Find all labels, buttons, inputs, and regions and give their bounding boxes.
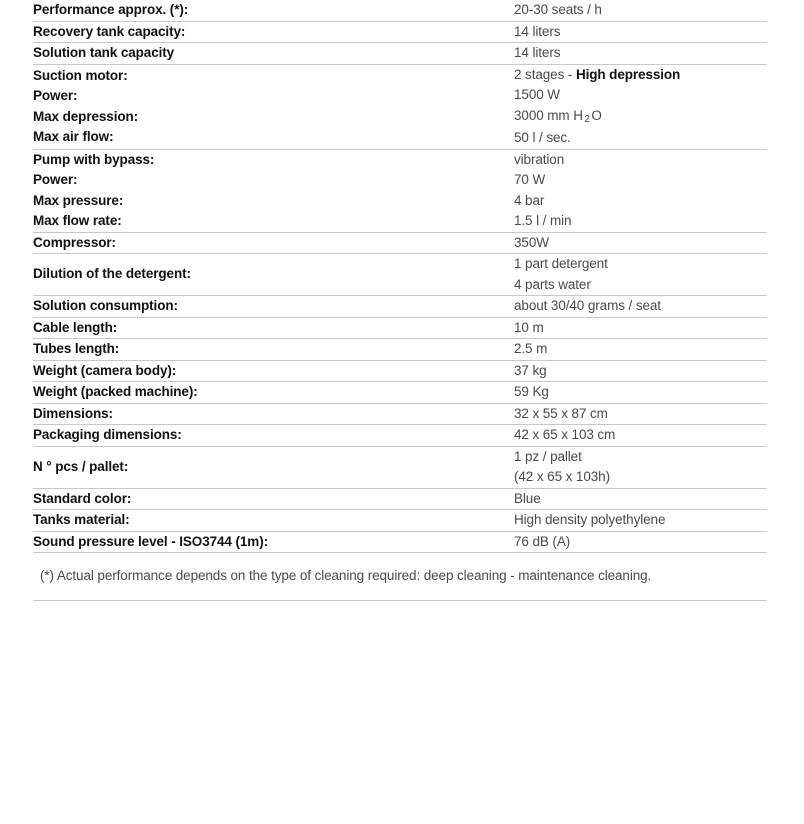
spec-value <box>514 510 767 531</box>
spec-value-text: 76 dB (A) <box>514 533 571 549</box>
spec-label: N ° pcs / pallet: <box>33 458 129 474</box>
spec-value-cell <box>514 232 767 254</box>
spec-value-cell <box>514 296 767 318</box>
spec-value-subscript: 2 <box>584 113 590 125</box>
table-row <box>33 0 767 21</box>
spec-value-text: High density polyethylene <box>514 512 666 527</box>
spec-value-cell <box>514 360 767 382</box>
spec-value-text: (42 x 65 x 103h) <box>514 469 610 484</box>
spec-value-cell <box>514 382 767 404</box>
spec-value-cell <box>514 317 767 339</box>
spec-value <box>514 211 767 232</box>
spec-label: Power: <box>33 172 78 187</box>
spec-label-cell <box>33 317 514 339</box>
spec-value-text: 3000 mm H <box>514 107 583 123</box>
spec-value <box>514 85 767 106</box>
spec-label-cell <box>33 21 514 43</box>
spec-label-cell <box>33 64 514 149</box>
table-row <box>33 403 767 425</box>
spec-value-text: 2.5 m <box>514 341 548 356</box>
table-row <box>33 382 767 404</box>
spec-value <box>514 425 767 446</box>
spec-label: Solution tank capacity <box>33 45 175 60</box>
spec-value <box>514 447 767 468</box>
spec-label: Standard color: <box>33 490 132 506</box>
spec-label: Max depression: <box>33 108 139 124</box>
spec-value-text: 42 x 65 x 103 cm <box>514 427 616 442</box>
spec-value-text: 1 part detergent <box>514 256 608 271</box>
spec-label: Power: <box>33 88 78 103</box>
table-row <box>33 21 767 43</box>
spec-value-text: 350W <box>514 234 549 250</box>
spec-value <box>514 318 767 339</box>
spec-value-text: 32 x 55 x 87 cm <box>514 405 608 421</box>
spec-label-cell <box>33 382 514 404</box>
spec-value <box>514 191 767 212</box>
spec-label: Max pressure: <box>33 192 124 208</box>
spec-label: Weight (packed machine): <box>33 384 198 399</box>
spec-value-text: 20-30 seats / h <box>514 2 602 17</box>
spec-label-cell <box>33 296 514 318</box>
spec-value <box>514 532 767 553</box>
spec-value <box>514 65 767 86</box>
spec-value <box>514 382 767 403</box>
spec-value <box>514 404 767 425</box>
spec-value-cell <box>514 339 767 361</box>
spec-label: Max flow rate: <box>33 213 122 228</box>
spec-label-cell <box>33 0 514 21</box>
spec-value <box>514 0 767 21</box>
spec-value-text: 1 pz / pallet <box>514 448 582 464</box>
spec-label-cell <box>33 510 514 532</box>
spec-label-cell <box>33 254 514 296</box>
spec-value-cell <box>514 254 767 296</box>
specifications-table-body <box>33 0 767 601</box>
spec-label-cell <box>33 232 514 254</box>
table-row <box>33 232 767 254</box>
spec-label: Packaging dimensions: <box>33 427 182 442</box>
spec-label-cell <box>33 403 514 425</box>
spec-value-text: 1500 W <box>514 87 560 102</box>
spec-value-cell <box>514 149 767 232</box>
spec-value <box>514 275 767 296</box>
spec-value-cell <box>514 425 767 447</box>
table-row <box>33 488 767 510</box>
spec-value-cell <box>514 64 767 149</box>
spec-label: Tubes length: <box>33 341 120 356</box>
spec-value <box>514 296 767 317</box>
spec-value-text: about 30/40 grams / seat <box>514 298 661 313</box>
spec-value-text: 37 kg <box>514 362 547 378</box>
spec-label: Max air flow: <box>33 129 114 144</box>
spec-label-cell <box>33 531 514 553</box>
spec-value-text: 14 liters <box>514 23 561 39</box>
table-row <box>33 531 767 553</box>
spec-value-text: Blue <box>514 490 541 506</box>
spec-value <box>514 43 767 64</box>
spec-value-text: 1.5 l / min <box>514 213 572 228</box>
spec-label: Pump with bypass: <box>33 151 155 167</box>
spec-label-cell <box>33 488 514 510</box>
table-row <box>33 149 767 232</box>
spec-value-cell <box>514 531 767 553</box>
spec-value <box>514 339 767 360</box>
footnote-text: (*) Actual performance depends on the type of cleaning required: deep cleaning - maintenance cleaning. <box>33 553 767 601</box>
spec-label: Suction motor: <box>33 67 128 83</box>
spec-value-text-tail: O <box>591 107 602 123</box>
spec-value-cell <box>514 21 767 43</box>
spec-label-cell <box>33 339 514 361</box>
spec-value-text: 10 m <box>514 319 544 335</box>
spec-value <box>514 233 767 254</box>
table-row <box>33 43 767 65</box>
spec-label: Sound pressure level - ISO3744 (1m): <box>33 533 268 549</box>
spec-value-text: 50 l / sec. <box>514 130 571 145</box>
spec-label: Tanks material: <box>33 512 130 527</box>
spec-label: Performance approx. (*): <box>33 2 189 17</box>
spec-label: Weight (camera body): <box>33 362 177 378</box>
table-row <box>33 296 767 318</box>
spec-label: Dimensions: <box>33 405 113 421</box>
spec-value-text: 59 Kg <box>514 384 549 399</box>
table-row <box>33 64 767 149</box>
spec-value <box>514 467 767 488</box>
table-row <box>33 425 767 447</box>
spec-value <box>514 489 767 510</box>
spec-value <box>514 128 767 149</box>
spec-value-text: 4 parts water <box>514 276 591 292</box>
spec-value-emphasis: High depression <box>575 66 681 82</box>
spec-label-cell <box>33 425 514 447</box>
spec-value-cell <box>514 403 767 425</box>
spec-label-cell <box>33 360 514 382</box>
spec-label: Cable length: <box>33 319 118 335</box>
footnote-row <box>33 553 767 601</box>
table-row <box>33 446 767 488</box>
spec-value-text: 14 liters <box>514 45 561 60</box>
spec-value <box>514 106 767 129</box>
spec-label: Recovery tank capacity: <box>33 23 186 39</box>
spec-value-text: 4 bar <box>514 192 545 208</box>
table-row <box>33 510 767 532</box>
spec-value <box>514 22 767 43</box>
spec-value <box>514 150 767 171</box>
table-row <box>33 339 767 361</box>
spec-label: Compressor: <box>33 234 116 250</box>
spec-value <box>514 254 767 275</box>
spec-value <box>514 361 767 382</box>
spec-value-cell <box>514 510 767 532</box>
table-row <box>33 254 767 296</box>
spec-value-text: vibration <box>514 151 565 167</box>
spec-label-cell <box>33 43 514 65</box>
spec-value-cell <box>514 0 767 21</box>
spec-value-cell <box>514 446 767 488</box>
spec-value-text: 70 W <box>514 172 546 187</box>
spec-label: Dilution of the detergent: <box>33 266 191 282</box>
spec-label: Solution consumption: <box>33 298 178 313</box>
table-row <box>33 360 767 382</box>
spec-value-cell <box>514 488 767 510</box>
spec-label-cell <box>33 446 514 488</box>
table-row <box>33 317 767 339</box>
spec-label-cell <box>33 149 514 232</box>
spec-value <box>514 170 767 191</box>
specifications-table <box>33 0 767 601</box>
spec-value-text: 2 stages - <box>514 66 576 82</box>
spec-value-cell <box>514 43 767 65</box>
